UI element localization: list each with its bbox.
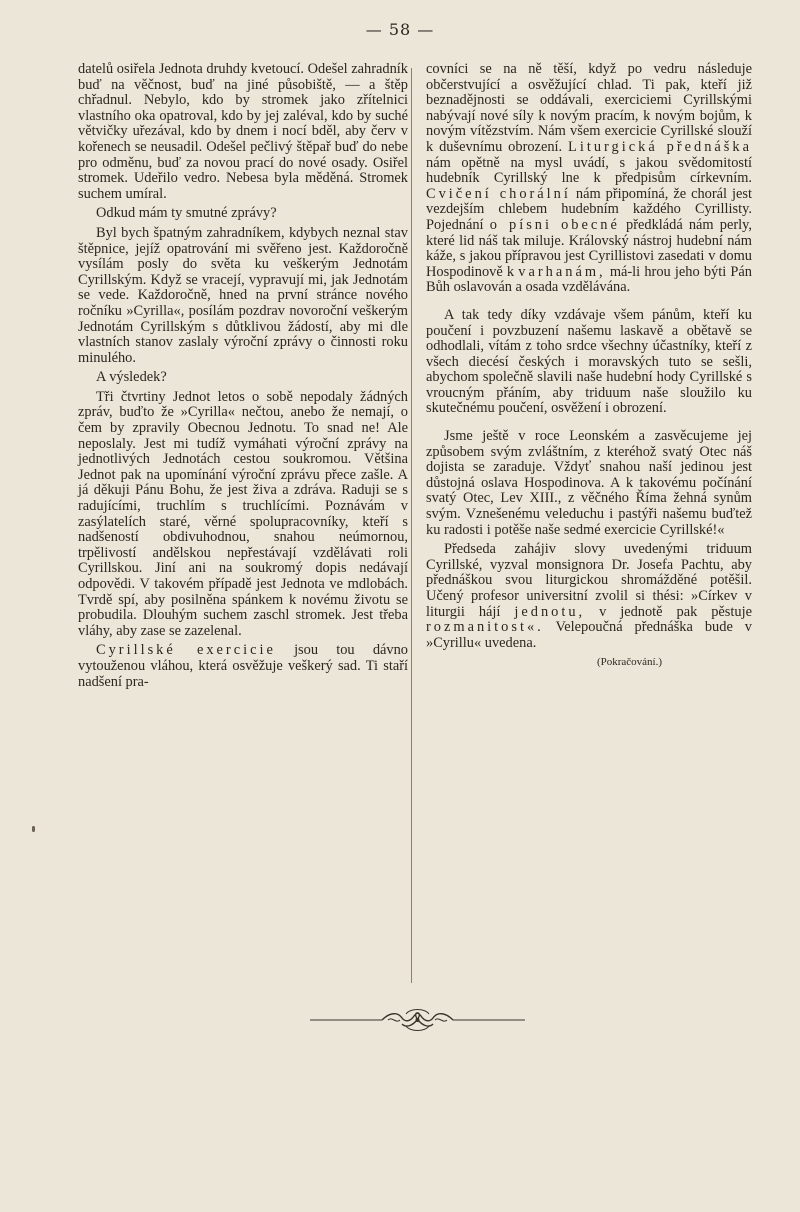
print-speck [32,826,35,832]
paragraph: Odkud mám ty smutné zprávy? [96,205,277,222]
left-column [78,62,408,690]
page-number: — 58 — [365,20,435,39]
paragraph: Byl bych špatným zahradníkem, kdybych neznal stav štěpnice, jejíž opatrování mi svěřeno jest. Každoročně vysílám posly do světa ku veškerým Jednotám Cyrillským. Když se vracejí, vypravují mi, jak Jednotám se vede. Každoročně, hned na první stránce nového ročníku »Cyrilla«, posílám pozdrav novoroční veškerým Jednotám Cyrillským s důtklivou žádostí, aby mi dle vlastních stanov zaslaly výroční zprávy o činnosti roku minulého. [78,224,408,366]
column-divider [411,68,412,983]
ornament-divider [310,1006,525,1034]
flourish-icon [310,1006,525,1034]
text: má-li hrou jeho býti Pán Bůh oslavován a osada vzdělávána. [426,263,752,296]
continuation-note: (Pokračování.) [596,656,662,669]
paragraph [78,643,408,690]
right-column [426,62,752,671]
paragraph: A tak tedy díky vzdávaje všem pánům, kteří ku poučení i povzbuzení našemu laskavě a obětavě se odhodlali, vítám z toho srdce všechny účastníky, kteří z všech diecésí českých i moravských tuto se sešli, abychom společně slavili naše hudební hody Cyrillské s vroucným přáním, aby triduum naše sloužilo ku skutečnému poučení, osvěžení i obrození. [426,306,752,417]
paragraph: A výsledek? [96,369,167,386]
paragraph: Jsme ještě v roce Leonském a zasvěcujeme jej způsobem svým zvláštním, z kteréhož svatý Otec náš dojista se zaraduje. Vždyť snahou naší jedinou jest důstojná oslava Hospodinova. A k takovému počínání svatý Otec, Lev XIII., z věčného Říma žehná synům svým. Vznešenému veleduchu i pastýři našemu buďtež ku radosti i potěše naše sedmé exercicie Cyrillské!« [426,428,752,538]
paragraph: datelů osiřela Jednota druhdy kvetoucí. Odešel zahradník buď na věčnost, buď na jiné působiště, — a štěp chřadnul. Nebylo, kdo by stromek jako zřítelnici vlastního oka opatroval, kdo by jej zaléval, kdo by suché větvičky uřezával, kdo by dnem i nocí bděl, aby červ v kořenech se neusadil. Odešel pečlivý štěpař buď do nebe pro odměnu, buď za novou prací do nové osady. Osiřel stromek. Udeřilo vedro. Nebesa byla měděná. Stromek suchem umíral. [78,61,408,202]
emphasis: varhanám, [518,263,606,280]
paragraph [426,62,752,296]
paragraph: Tři čtvrtiny Jednot letos o sobě nepodaly žádných zpráv, buďto že »Cyrilla« nečtou, anebo že nemají, o čem by zpravily Obecnou Jednotu. To snad ne! Ale neposlaly. Jest mi tudíž vymáhati výroční zprávy na jednotlivých Jednotách cestou soukromou. Většina Jednot pak na upomínání výroční zprávu přece zašle. A já děkuji Pánu Bohu, že jest živa a zdráva. Raduji se s radujícími, truchlím s truchlícími. Poznávám v zasýlatelích staré, věrné spolupracovníky, kteří s nadšeností obdivuhodnou, snahou neúmornou, trpělivostí andělskou nepřestávají vzdělávati roli Cyrillskou. Jiní ani na soukromý dopis nedávají odpovědi. V takovém případě jest Jednota ve mdlobách. Tvrdě spí, aby posilněna spánkem k novému životu se probudila. Dlouhým suchem zaschl stromek. Jest třeba vláhy, aby zase se zazelenal. [78,388,408,639]
emphasis: o písni obecné [489,216,620,233]
text-columns [78,62,750,982]
emphasis: jednotu, [514,603,586,620]
paragraph [426,542,752,651]
text: předkládá nám perly, které lid náš tak miluje. Královský nástroj hudební nám káže, s jakou přípravou jest Cyrillistovi zasedati v domu Hospodinově k [426,216,752,280]
text: Předseda zahájiv slovy uvedenými triduum Cyrillské, vyzval monsignora Dr. Josefa Pachtu, aby přednáškou svou liturgickou shromážděné potěšil. Učený profesor universitní zvolil si thési: »Církev v liturgii hájí [426,541,752,620]
emphasis: Cyrillské exercicie [96,642,276,659]
text: v jednotě pak pěstuje [599,603,752,620]
text: jsou tou dávno vytouženou vláhou, která osvěžuje veškerý sad. Ti staří nadšení pra- [78,642,408,690]
emphasis: Cvičení chorální [426,185,571,202]
text: nám připomíná, že chorál jest vezdejším chlebem hudebním každého Cyrillisty. Pojednání [426,185,752,233]
text: covníci se na ně těší, když po vedru následuje občerstvující a osvěžující chlad. Ti pak, kteří již beznadějnosti se oddávali, exerciciemi Cyrillskými nabývají nové síly k novým pracím, k novým bojům, k novým vítězstvím. Nám všem exercicie Cyrillské slouží k duševnímu obrození. [426,61,752,155]
emphasis: Liturgická přednáška [568,138,752,155]
emphasis: rozmanitost«. [426,619,544,636]
text: Velepoučná přednáška bude v »Cyrillu« uvedena. [426,619,752,651]
text: nám opětně na mysl uvádí, s jakou svědomitostí hudebník Cyrillský lne k předpisům církevním. [426,154,752,187]
